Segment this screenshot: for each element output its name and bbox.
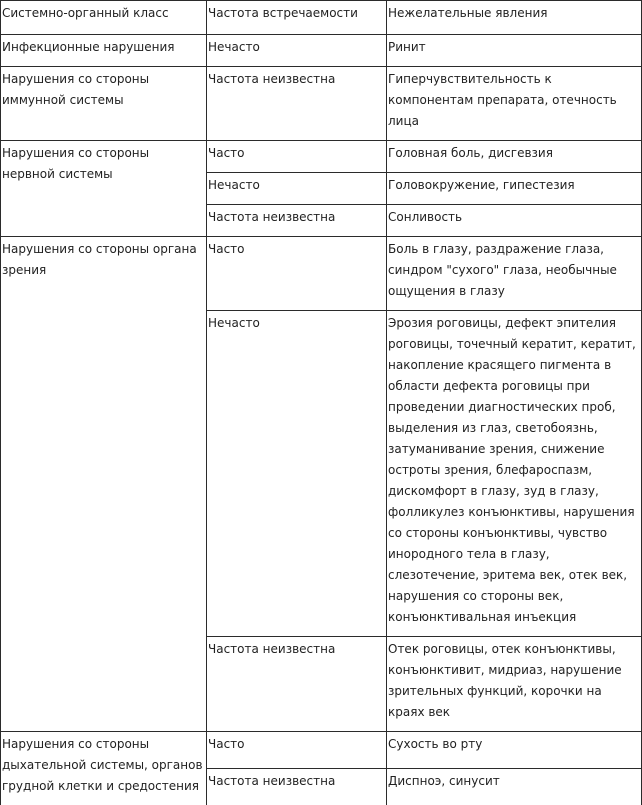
frequency-cell: Нечасто bbox=[207, 35, 387, 67]
header-effects: Нежелательные явления bbox=[387, 1, 642, 35]
organ-class-cell: Нарушения со стороны дыхательной системы, органов грудной клетки и средостения bbox=[1, 732, 207, 805]
frequency-cell: Частота неизвестна bbox=[207, 205, 387, 237]
effects-cell: Гиперчувствительность к компонентам препарата, отечность лица bbox=[387, 67, 642, 141]
effects-cell: Ринит bbox=[387, 35, 642, 67]
frequency-cell: Часто bbox=[207, 237, 387, 311]
header-frequency: Частота встречаемости bbox=[207, 1, 387, 35]
effects-cell: Эрозия роговицы, дефект эпителия роговицы, точечный кератит, кератит, накопление красящего пигмента в области дефекта роговицы при проведении диагностических проб, выделения из глаз, светобоязнь, затуманивание зрения, снижение остроты зрения, блефароспазм, дискомфорт в глазу, зуд в глазу, фолликулез конъюнктивы, нарушения со стороны конъюнктивы, чувство инородного тела в глазу, слезотечение, эритема век, отек век, нарушения со стороны век, конъюнктивальная инъекция bbox=[387, 311, 642, 637]
organ-class-cell: Нарушения со стороны иммунной системы bbox=[1, 67, 207, 141]
frequency-cell: Нечасто bbox=[207, 173, 387, 205]
effects-cell: Диспноэ, синусит bbox=[387, 769, 642, 805]
effects-cell: Головная боль, дисгевзия bbox=[387, 141, 642, 173]
effects-cell: Головокружение, гипестезия bbox=[387, 173, 642, 205]
table-row bbox=[1, 35, 642, 67]
table-row bbox=[1, 237, 642, 311]
effects-cell: Боль в глазу, раздражение глаза, синдром "сухого" глаза, необычные ощущения в глазу bbox=[387, 237, 642, 311]
frequency-cell: Часто bbox=[207, 141, 387, 173]
frequency-cell: Частота неизвестна bbox=[207, 769, 387, 805]
frequency-cell: Нечасто bbox=[207, 311, 387, 637]
effects-cell: Сухость во рту bbox=[387, 732, 642, 769]
header-class: Системно-органный класс bbox=[1, 1, 207, 35]
header-row bbox=[1, 1, 642, 35]
frequency-cell: Частота неизвестна bbox=[207, 67, 387, 141]
table-row bbox=[1, 67, 642, 141]
organ-class-cell: Нарушения со стороны нервной системы bbox=[1, 141, 207, 237]
frequency-cell: Частота неизвестна bbox=[207, 637, 387, 732]
effects-cell: Отек роговицы, отек конъюнктивы, конъюнктивит, мидриаз, нарушение зрительных функций, корочки на краях век bbox=[387, 637, 642, 732]
organ-class-cell: Инфекционные нарушения bbox=[1, 35, 207, 67]
organ-class-cell: Нарушения со стороны органа зрения bbox=[1, 237, 207, 732]
table-row bbox=[1, 141, 642, 173]
table-row bbox=[1, 732, 642, 769]
frequency-cell: Часто bbox=[207, 732, 387, 769]
effects-cell: Сонливость bbox=[387, 205, 642, 237]
